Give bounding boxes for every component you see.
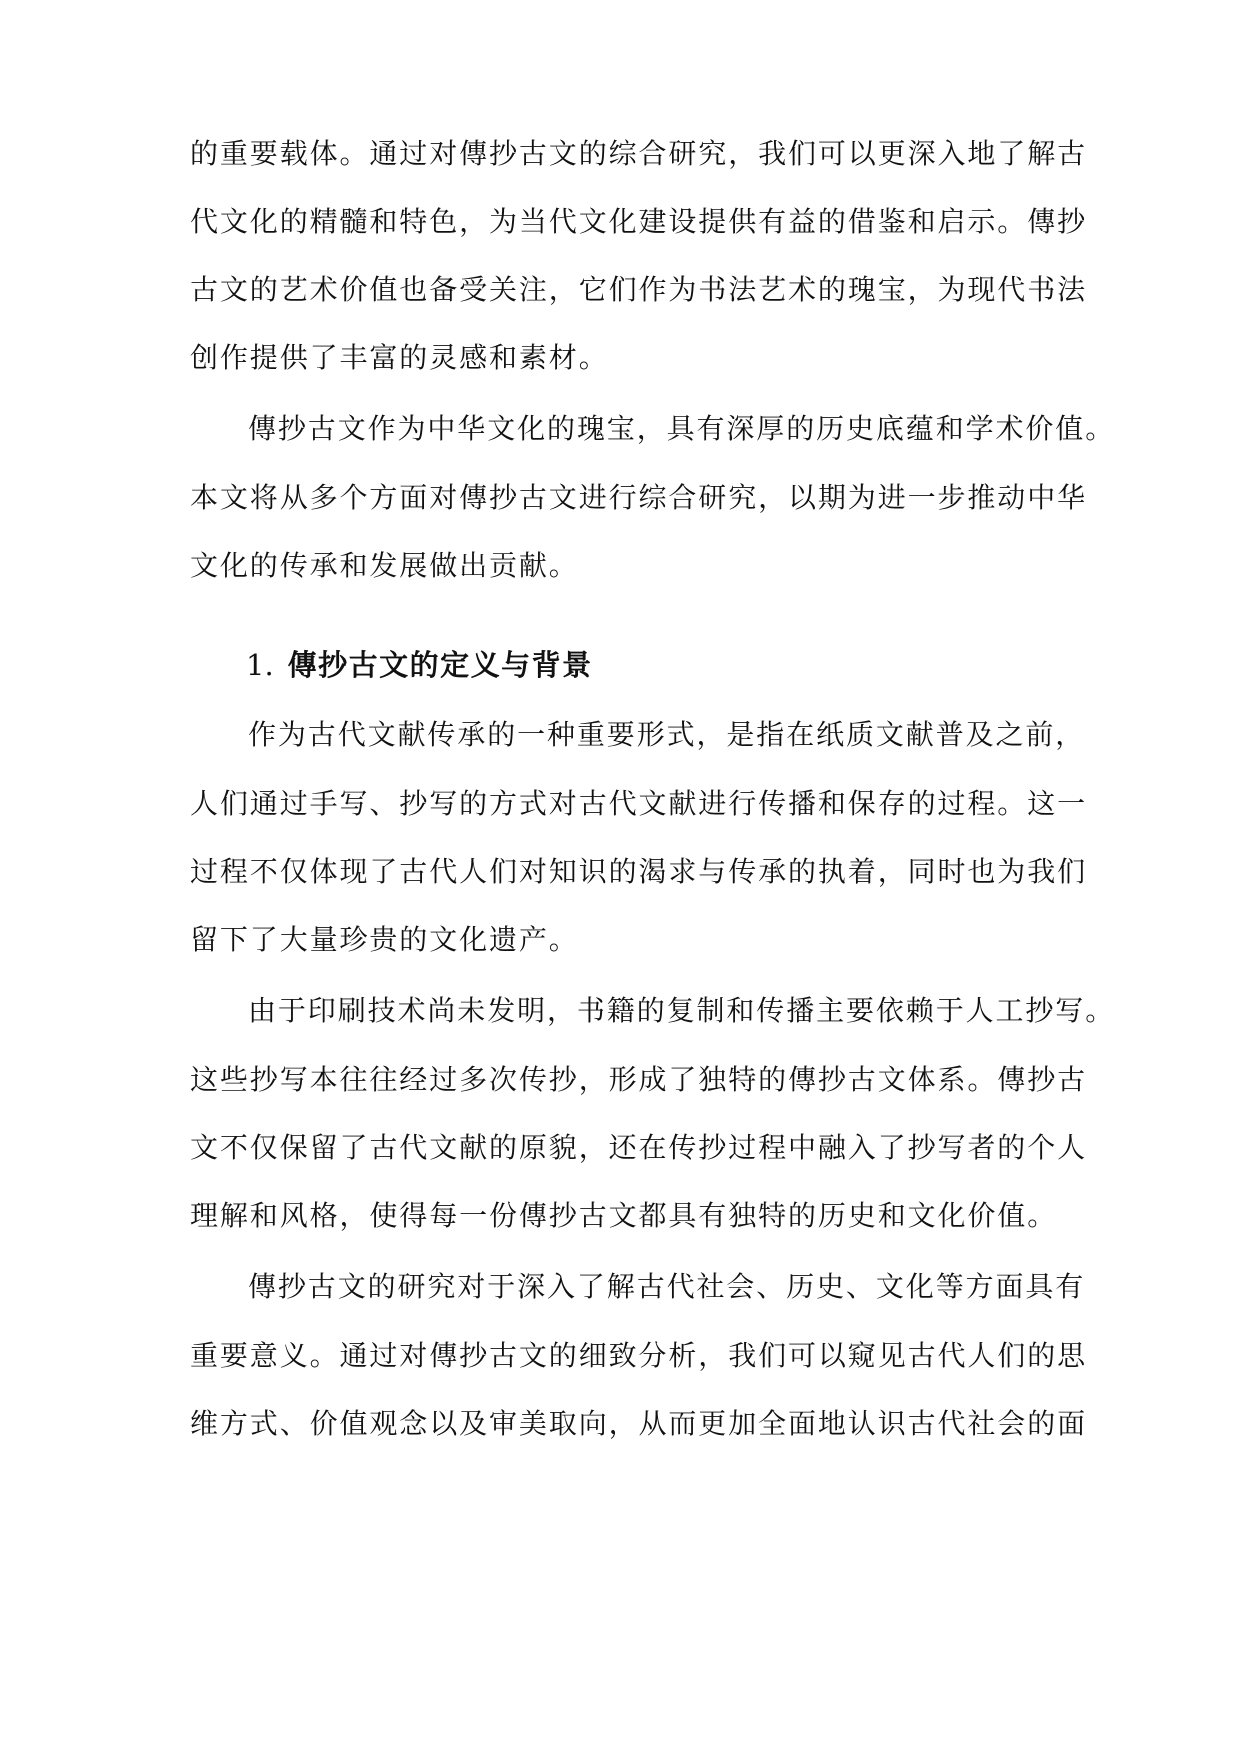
paragraph-first-line: 由于印刷技术尚未发明，书籍的复制和传播主要依赖于人工抄写。: [248, 994, 1116, 1027]
body-text-line: 的重要载体。通过对傳抄古文的综合研究，我们可以更深入地了解古: [190, 137, 1088, 170]
paragraph-first-line: 作为古代文献传承的一种重要形式，是指在纸质文献普及之前，: [248, 718, 1086, 751]
body-text-line: 文不仅保留了古代文献的原貌，还在传抄过程中融入了抄写者的个人: [190, 1131, 1088, 1164]
body-text-line: 本文将从多个方面对傳抄古文进行综合研究，以期为进一步推动中华: [190, 481, 1088, 514]
body-text-line: 古文的艺术价值也备受关注，它们作为书法艺术的瑰宝，为现代书法: [190, 273, 1088, 306]
section-heading: [246, 647, 593, 683]
section-number: 1.: [246, 648, 274, 682]
body-text-line: 维方式、价值观念以及审美取向，从而更加全面地认识古代社会的面: [190, 1407, 1088, 1440]
section-title: 傳抄古文的定义与背景: [287, 648, 593, 682]
body-text-line: 文化的传承和发展做出贡献。: [190, 549, 579, 582]
body-text-line: 人们通过手写、抄写的方式对古代文献进行传播和保存的过程。这一: [190, 787, 1088, 820]
body-text-line: 重要意义。通过对傳抄古文的细致分析，我们可以窥见古代人们的思: [190, 1339, 1088, 1372]
body-text-line: 过程不仅体现了古代人们对知识的渴求与传承的执着，同时也为我们: [190, 855, 1088, 888]
paragraph-first-line: 傳抄古文作为中华文化的瑰宝，具有深厚的历史底蕴和学术价值。: [248, 412, 1116, 445]
body-text-line: 代文化的精髓和特色，为当代文化建设提供有益的借鉴和启示。傳抄: [190, 205, 1088, 238]
paragraph-first-line: 傳抄古文的研究对于深入了解古代社会、历史、文化等方面具有: [248, 1270, 1086, 1303]
body-text-line: 留下了大量珍贵的文化遗产。: [190, 923, 579, 956]
body-text-line: 理解和风格，使得每一份傳抄古文都具有独特的历史和文化价值。: [190, 1199, 1058, 1232]
body-text-line: 创作提供了丰富的灵感和素材。: [190, 341, 609, 374]
body-text-line: 这些抄写本往往经过多次传抄，形成了独特的傳抄古文体系。傳抄古: [190, 1063, 1088, 1096]
